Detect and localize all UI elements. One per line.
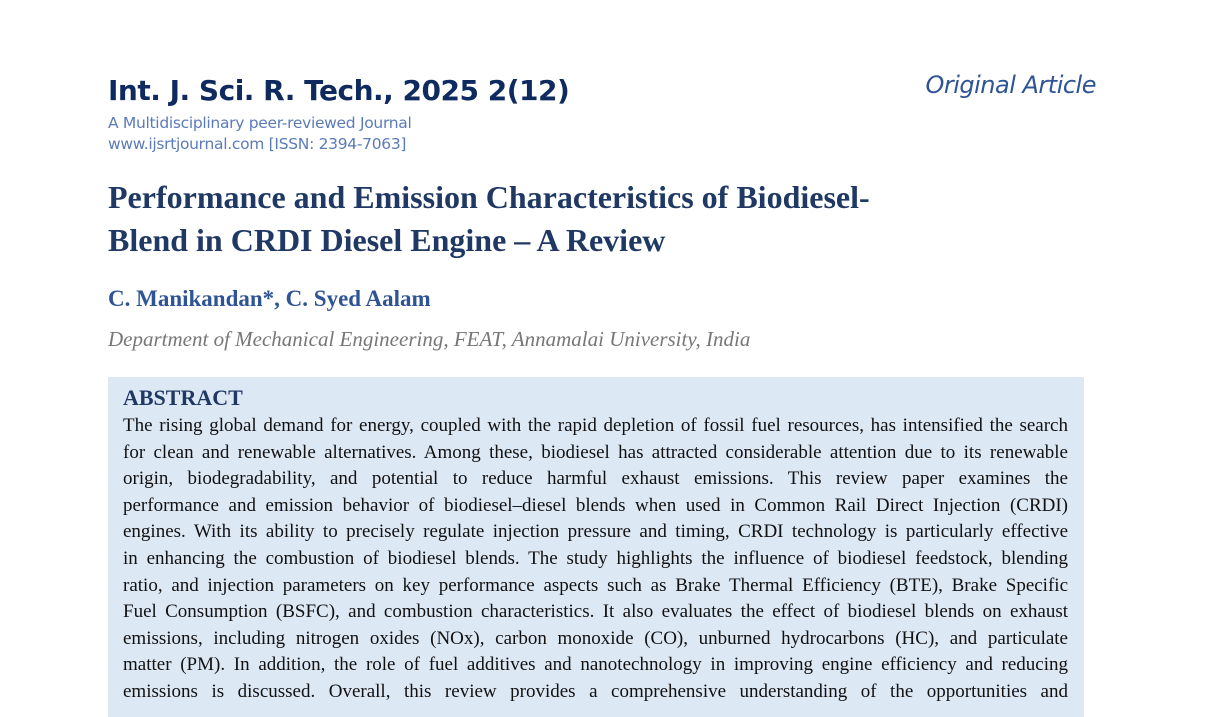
abstract-heading: ABSTRACT: [123, 385, 243, 410]
abstract-line: ratio, and injection parameters on key performance aspects such as Brake Thermal Efficiency (BTE), Brake Specific: [123, 574, 1068, 596]
abstract-line: matter (PM). In addition, the role of fuel additives and nanotechnology in improving engine efficiency and reducing: [123, 654, 1068, 676]
abstract-line: origin, biodegradability, and potential to reduce harmful exhaust emissions. This review paper examines the: [123, 468, 1068, 490]
abstract-line: emissions is discussed. Overall, this review provides a comprehensive understanding of the opportunities and: [123, 680, 1068, 702]
abstract-box: [108, 377, 1084, 717]
title-line: Performance and Emission Characteristics of Biodiesel-: [108, 179, 870, 215]
abstract-line: Fuel Consumption (BSFC), and combustion characteristics. It also evaluates the effect of biodiesel blends on exhaust: [123, 601, 1068, 623]
abstract-line: for clean and renewable alternatives. Among these, biodiesel has attracted considerable attention due to its renewable: [123, 441, 1068, 463]
abstract-line: The rising global demand for energy, coupled with the rapid depletion of fossil fuel resources, has intensified the search: [123, 415, 1068, 436]
abstract-body: [123, 413, 1068, 706]
paper-title: [108, 176, 1108, 262]
abstract-line: performance and emission behavior of biodiesel–diesel blends when used in Common Rail Direct Injection (CRDI): [123, 494, 1068, 516]
title-line: Blend in CRDI Diesel Engine – A Review: [108, 222, 666, 258]
abstract-line: engines. With its ability to precisely regulate injection pressure and timing, CRDI technology is particularly effective: [123, 521, 1068, 543]
affiliation: Department of Mechanical Engineering, FEAT, Annamalai University, India: [108, 327, 751, 351]
journal-website[interactable]: www.ijsrtjournal.com [ISSN: 2394-7063]: [108, 135, 407, 153]
journal-citation: Int. J. Sci. R. Tech., 2025 2(12): [108, 74, 570, 107]
article-type: Original Article: [925, 71, 1096, 99]
abstract-line: in enhancing the combustion of biodiesel blends. The study highlights the influence of biodiesel feedstock, blending: [123, 547, 1068, 569]
journal-subtitle: A Multidisciplinary peer-reviewed Journal: [108, 114, 412, 132]
abstract-line: emissions, including nitrogen oxides (NOx), carbon monoxide (CO), unburned hydrocarbons (HC), and particulate: [123, 627, 1068, 649]
authors: C. Manikandan*, C. Syed Aalam: [108, 286, 431, 311]
